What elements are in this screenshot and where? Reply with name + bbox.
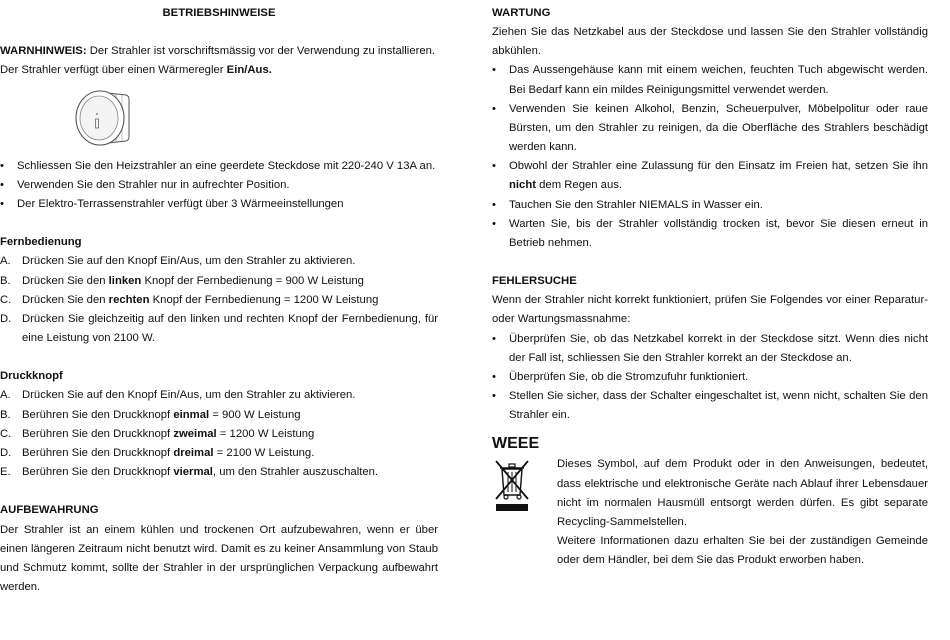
right-column [492, 4, 928, 570]
remote-list [0, 252, 438, 348]
remote-c-pre: Drücken Sie den [22, 293, 109, 306]
push-d-pre: Berühren Sie den Druckknopf [22, 446, 174, 459]
weee-paragraph-1: Dieses Symbol, auf dem Produkt oder in den Anweisungen, bedeutet, dass elektrische und elektronische Geräte nach Ablauf ihrer Lebensdauer nicht im normalen Hausmüll entsorgt werden dürfen. Es gibt separate Recycling-Sammelstellen. [557, 458, 928, 528]
list-item: A. Drücken Sie auf den Knopf Ein/Aus, um den Strahler zu aktivieren. [0, 255, 356, 268]
troubleshooting-heading: FEHLERSUCHE [492, 275, 577, 288]
weee-heading: WEEE [492, 435, 540, 453]
push-b-pre: Berühren Sie den Druckknopf [22, 408, 174, 421]
remote-a: Drücken Sie auf den Knopf Ein/Aus, um den Strahler zu aktivieren. [22, 255, 356, 268]
regulator-text: Der Strahler verfügt über einen Wärmeregler [0, 64, 227, 77]
warning-label: WARNHINWEIS: [0, 45, 87, 58]
push-a: Drücken Sie auf den Knopf Ein/Aus, um den Strahler zu aktivieren. [22, 389, 356, 402]
warning-line [0, 42, 438, 61]
regulator-bold: Ein/Aus. [226, 64, 272, 77]
crossed-bin-icon [492, 457, 532, 513]
list-item: • Warten Sie, bis der Strahler vollständig trocken ist, bevor Sie diesen erneut in Betrieb nehmen. [492, 215, 928, 253]
warning-text: Der Strahler ist vorschriftsmässig vor der Verwendung zu installieren. [86, 45, 436, 58]
list-item: • Tauchen Sie den Strahler NIEMALS in Wasser ein. [492, 196, 928, 215]
list-item: • Überprüfen Sie, ob die Stromzufuhr funktioniert. [492, 368, 928, 387]
push-e-post: , um den Strahler auszuschalten. [212, 466, 379, 479]
remote-heading: Fernbedienung [0, 236, 82, 249]
remote-b-bold: linken [108, 274, 142, 287]
list-item: C. Drücken Sie den rechten Knopf der Fernbedienung = 1200 W Leistung [0, 293, 379, 306]
troubleshooting-intro: Wenn der Strahler nicht korrekt funktioniert, prüfen Sie Folgendes vor einer Reparatur- oder Wartungsmassnahme: [492, 294, 928, 326]
list-item: E. Berühren Sie den Druckknopf viermal, um den Strahler auszuschalten. [0, 466, 379, 479]
list-item: A. Drücken Sie auf den Knopf Ein/Aus, um den Strahler zu aktivieren. [0, 389, 356, 402]
rocker-switch-icon [72, 85, 132, 149]
push-e-bold: viermal [173, 466, 213, 479]
list-item: • Verwenden Sie den Strahler nur in aufrechter Position. [0, 176, 438, 195]
weee-section [492, 455, 928, 570]
storage-heading: AUFBEWAHRUNG [0, 504, 99, 517]
maint-b3-bold: nicht [509, 179, 536, 192]
remote-b-pre: Drücken Sie den [22, 274, 109, 287]
list-item: • Stellen Sie sicher, dass der Schalter eingeschaltet ist, wenn nicht, schalten Sie den Strahler ein. [492, 387, 928, 425]
list-item: • Schliessen Sie den Heizstrahler an eine geerdete Steckdose mit 220-240 V 13A an. [0, 157, 438, 176]
page-title: BETRIEBSHINWEISE [162, 7, 276, 19]
remote-d: Drücken Sie gleichzeitig auf den linken und rechten Knopf der Fernbedienung, für eine Leistung von 2100 W. [22, 312, 438, 344]
list-item: • Das Aussengehäuse kann mit einem weichen, feuchten Tuch abgewischt werden. Bei Bedarf kann ein mildes Reinigungsmittel verwendet werden. [492, 61, 928, 99]
push-d-bold: dreimal [173, 446, 214, 459]
regulator-line [0, 61, 438, 80]
list-item: B. Berühren Sie den Druckknopf einmal = 900 W Leistung [0, 408, 301, 421]
push-c-post: = 1200 W Leistung [216, 427, 315, 440]
push-c-bold: zweimal [173, 427, 217, 440]
list-item [492, 157, 928, 195]
push-c-pre: Berühren Sie den Druckknopf [22, 427, 174, 440]
remote-b-post: Knopf der Fernbedienung = 900 W Leistung [141, 274, 364, 287]
maint-b3-post: dem Regen aus. [536, 179, 623, 192]
left-column [0, 4, 438, 597]
remote-c-post: Knopf der Fernbedienung = 1200 W Leistung [149, 293, 379, 306]
intro-bullet-list [0, 157, 438, 214]
push-d-post: = 2100 W Leistung. [213, 446, 315, 459]
maintenance-intro: Ziehen Sie das Netzkabel aus der Steckdose und lassen Sie den Strahler vollständig abkühlen. [492, 26, 928, 58]
switch-figure [0, 81, 438, 157]
push-e-pre: Berühren Sie den Druckknopf [22, 466, 174, 479]
maint-b3-pre: Obwohl der Strahler eine Zulassung für den Einsatz im Freien hat, setzen Sie ihn [509, 160, 928, 173]
list-item: • Verwenden Sie keinen Alkohol, Benzin, Scheuerpulver, Möbelpolitur oder raue Bürsten, um den Strahler zu reinigen, da die Oberfläche des Strahlers beschädigt werden kann. [492, 100, 928, 157]
storage-text: Der Strahler ist an einem kühlen und trockenen Ort aufzubewahren, wenn er über einen längeren Zeitraum nicht benutzt wird. Damit es zu keiner Ansammlung von Staub und Schmutz kommt, sollte der Strahler in der ursprünglichen Verpackung aufbewahrt werden. [0, 523, 438, 593]
push-b-post: = 900 W Leistung [209, 408, 301, 421]
list-item: D. Drücken Sie gleichzeitig auf den linken und rechten Knopf der Fernbedienung, für eine Leistung von 2100 W. [0, 312, 438, 344]
weee-text [557, 455, 928, 570]
list-item: C. Berühren Sie den Druckknopf zweimal = 1200 W Leistung [0, 427, 315, 440]
list-item: • Der Elektro-Terrassenstrahler verfügt über 3 Wärmeeinstellungen [0, 195, 438, 214]
remote-c-bold: rechten [108, 293, 150, 306]
maintenance-list [492, 61, 928, 253]
push-b-bold: einmal [173, 408, 210, 421]
push-list [0, 386, 438, 482]
push-heading: Druckknopf [0, 370, 63, 383]
list-item: B. Drücken Sie den linken Knopf der Fernbedienung = 900 W Leistung [0, 274, 364, 287]
troubleshooting-list [492, 330, 928, 426]
list-item: D. Berühren Sie den Druckknopf dreimal = 2100 W Leistung. [0, 446, 315, 459]
weee-paragraph-2: Weitere Informationen dazu erhalten Sie bei der zuständigen Gemeinde oder dem Händler, bei dem Sie das Produkt erworben haben. [557, 535, 928, 567]
list-item: • Überprüfen Sie, ob das Netzkabel korrekt in der Steckdose sitzt. Wenn dies nicht der Fall ist, schliessen Sie den Strahler korrekt an der Steckdose an. [492, 330, 928, 368]
maintenance-heading: WARTUNG [492, 7, 551, 19]
